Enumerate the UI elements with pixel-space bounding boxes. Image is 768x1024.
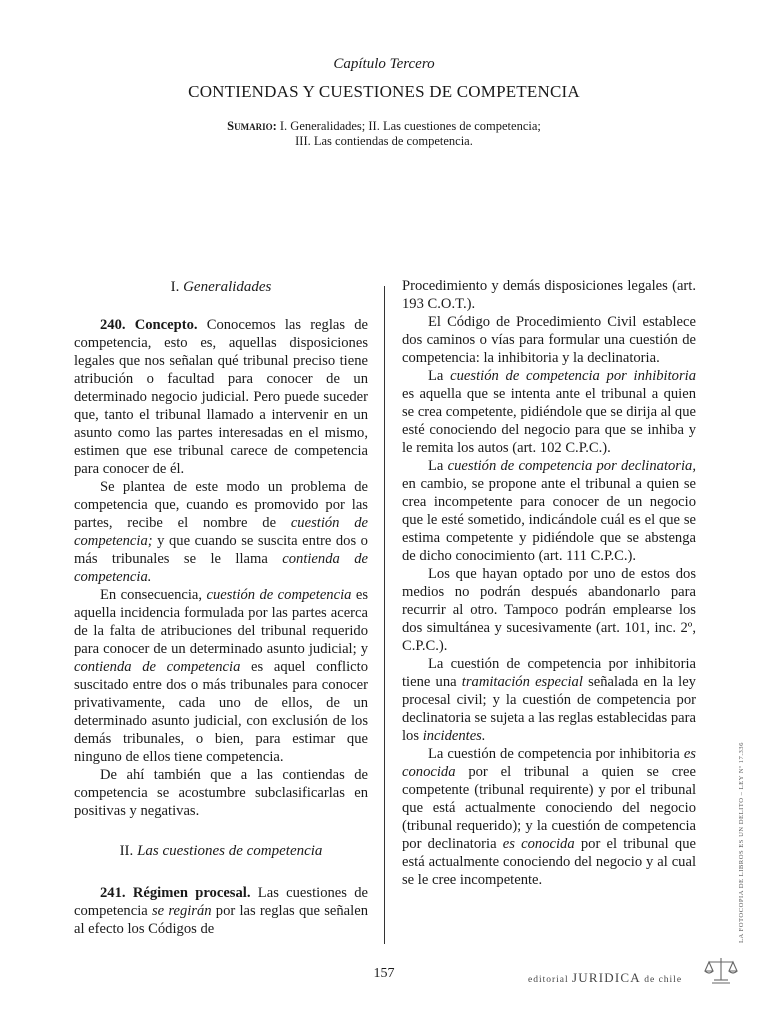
paragraph: La cuestión de competencia por inhibitoria tiene una tramitación especial señalada en la ley procesal civil; y la cuestión de competencia por declinatoria se sujeta a las reglas establecidas para los incidentes. bbox=[402, 656, 696, 744]
summary-line-2: III. Las contiendas de competencia. bbox=[295, 134, 473, 148]
section-title: Generalidades bbox=[183, 279, 272, 295]
publisher-imprint bbox=[528, 970, 682, 986]
paragraph-label: 240. Concepto. bbox=[100, 317, 198, 333]
summary-label: Sumario: bbox=[227, 119, 277, 133]
page-number: 157 bbox=[373, 966, 395, 981]
section-heading-cuestiones bbox=[74, 842, 368, 864]
paragraph: Los que hayan optado por uno de estos dos medios no podrán después abandonarlo para recurrir al otro. Tampoco podrán emplearse los dos simultánea y sucesivamente (art. 101, inc. 2º, C.P.C.). bbox=[402, 566, 696, 654]
paragraph: De ahí también que a las contiendas de competencia se acostumbre subclasificarlas en positivas y negativas. bbox=[74, 767, 368, 819]
chapter-title: CONTIENDAS Y CUESTIONES DE COMPETENCIA bbox=[188, 82, 580, 101]
left-column bbox=[74, 278, 368, 938]
scales-of-justice-icon bbox=[704, 955, 738, 985]
right-column bbox=[402, 277, 696, 889]
publisher-suffix: de chile bbox=[644, 975, 683, 985]
paragraph: El Código de Procedimiento Civil establece dos caminos o vías para formular una cuestión de competencia: la inhibitoria y la declinatoria. bbox=[402, 314, 696, 366]
column-divider bbox=[384, 286, 385, 944]
publisher-name: JURIDICA bbox=[572, 970, 641, 985]
paragraph-240: 240. Concepto. Conocemos las reglas de competencia, esto es, aquellas disposiciones legales que nos señalan qué tribunal preciso tiene atribución o facultad para conocer de un determinado negocio judicial. Pero puede suceder que, tanto el tribunal llamado a intervenir en un asunto como las partes interesadas en el mismo, estimen que ese tribunal carece de competencia para conocer de él. bbox=[74, 317, 368, 477]
section-number: II. bbox=[119, 843, 134, 859]
section-number: I. bbox=[170, 279, 180, 295]
paragraph-label: 241. Régimen procesal. bbox=[100, 885, 251, 901]
section-heading-generalidades bbox=[74, 278, 368, 300]
paragraph: La cuestión de competencia por inhibitoria es aquella que se intenta ante el tribunal a quien se crea competente, pidiéndole que se dirija al que esté conociendo del negocio para que se inhiba y le remita los autos (art. 102 C.P.C.). bbox=[402, 368, 696, 456]
paragraph: En consecuencia, cuestión de competencia es aquella incidencia formulada por las partes acerca de la falta de atribuciones del tribunal requerido para conocer de un determinado asunto judicial; y contienda de competencia es aquel conflicto suscitado entre dos o más tribunales para conocer privativamente, cada uno de ellos, de un determinado asunto judicial, con exclusión de los demás tribunales, o bien, para estimar que ninguno de ellos tiene competencia. bbox=[74, 587, 369, 765]
paragraph-241: 241. Régimen procesal. Las cuestiones de competencia se regirán por las reglas que señalen al efecto los Códigos de bbox=[74, 885, 369, 937]
paragraph: La cuestión de competencia por declinatoria, en cambio, se propone ante el tribunal a quien se crea incompetente para conocer de un negocio que le esté sometido, indicándole cuál es el que se estima competente y pidiéndole que se abstenga de dicho conocimiento (art. 111 C.P.C.). bbox=[402, 458, 696, 564]
summary-line-1: I. Generalidades; II. Las cuestiones de competencia; bbox=[279, 119, 541, 133]
chapter-summary bbox=[150, 119, 618, 149]
publisher-prefix: editorial bbox=[528, 975, 569, 985]
chapter-label: Capítulo Tercero bbox=[333, 56, 435, 72]
paragraph: La cuestión de competencia por inhibitoria es conocida por el tribunal a quien se cree competente (tribunal requirente) y por el tribunal que está actualmente conociendo del negocio (tribunal requerido); y la cuestión de competencia por declinatoria es conocida por el tribunal que está actualmente conociendo del negocio y al cual se le cree incompetente. bbox=[402, 746, 696, 888]
copyright-notice: LA FOTOCOPIA DE LIBROS ES UN DELITO – LEY Nº 17.336 bbox=[738, 742, 745, 943]
section-title: Las cuestiones de competencia bbox=[137, 843, 323, 859]
paragraph: Se plantea de este modo un problema de competencia que, cuando es promovido por las partes, recibe el nombre de cuestión de competencia; y que cuando se suscita entre dos o más tribunales se le llama contienda de competencia. bbox=[74, 479, 368, 585]
paragraph-continuation: Procedimiento y demás disposiciones legales (art. 193 C.O.T.). bbox=[402, 278, 696, 312]
